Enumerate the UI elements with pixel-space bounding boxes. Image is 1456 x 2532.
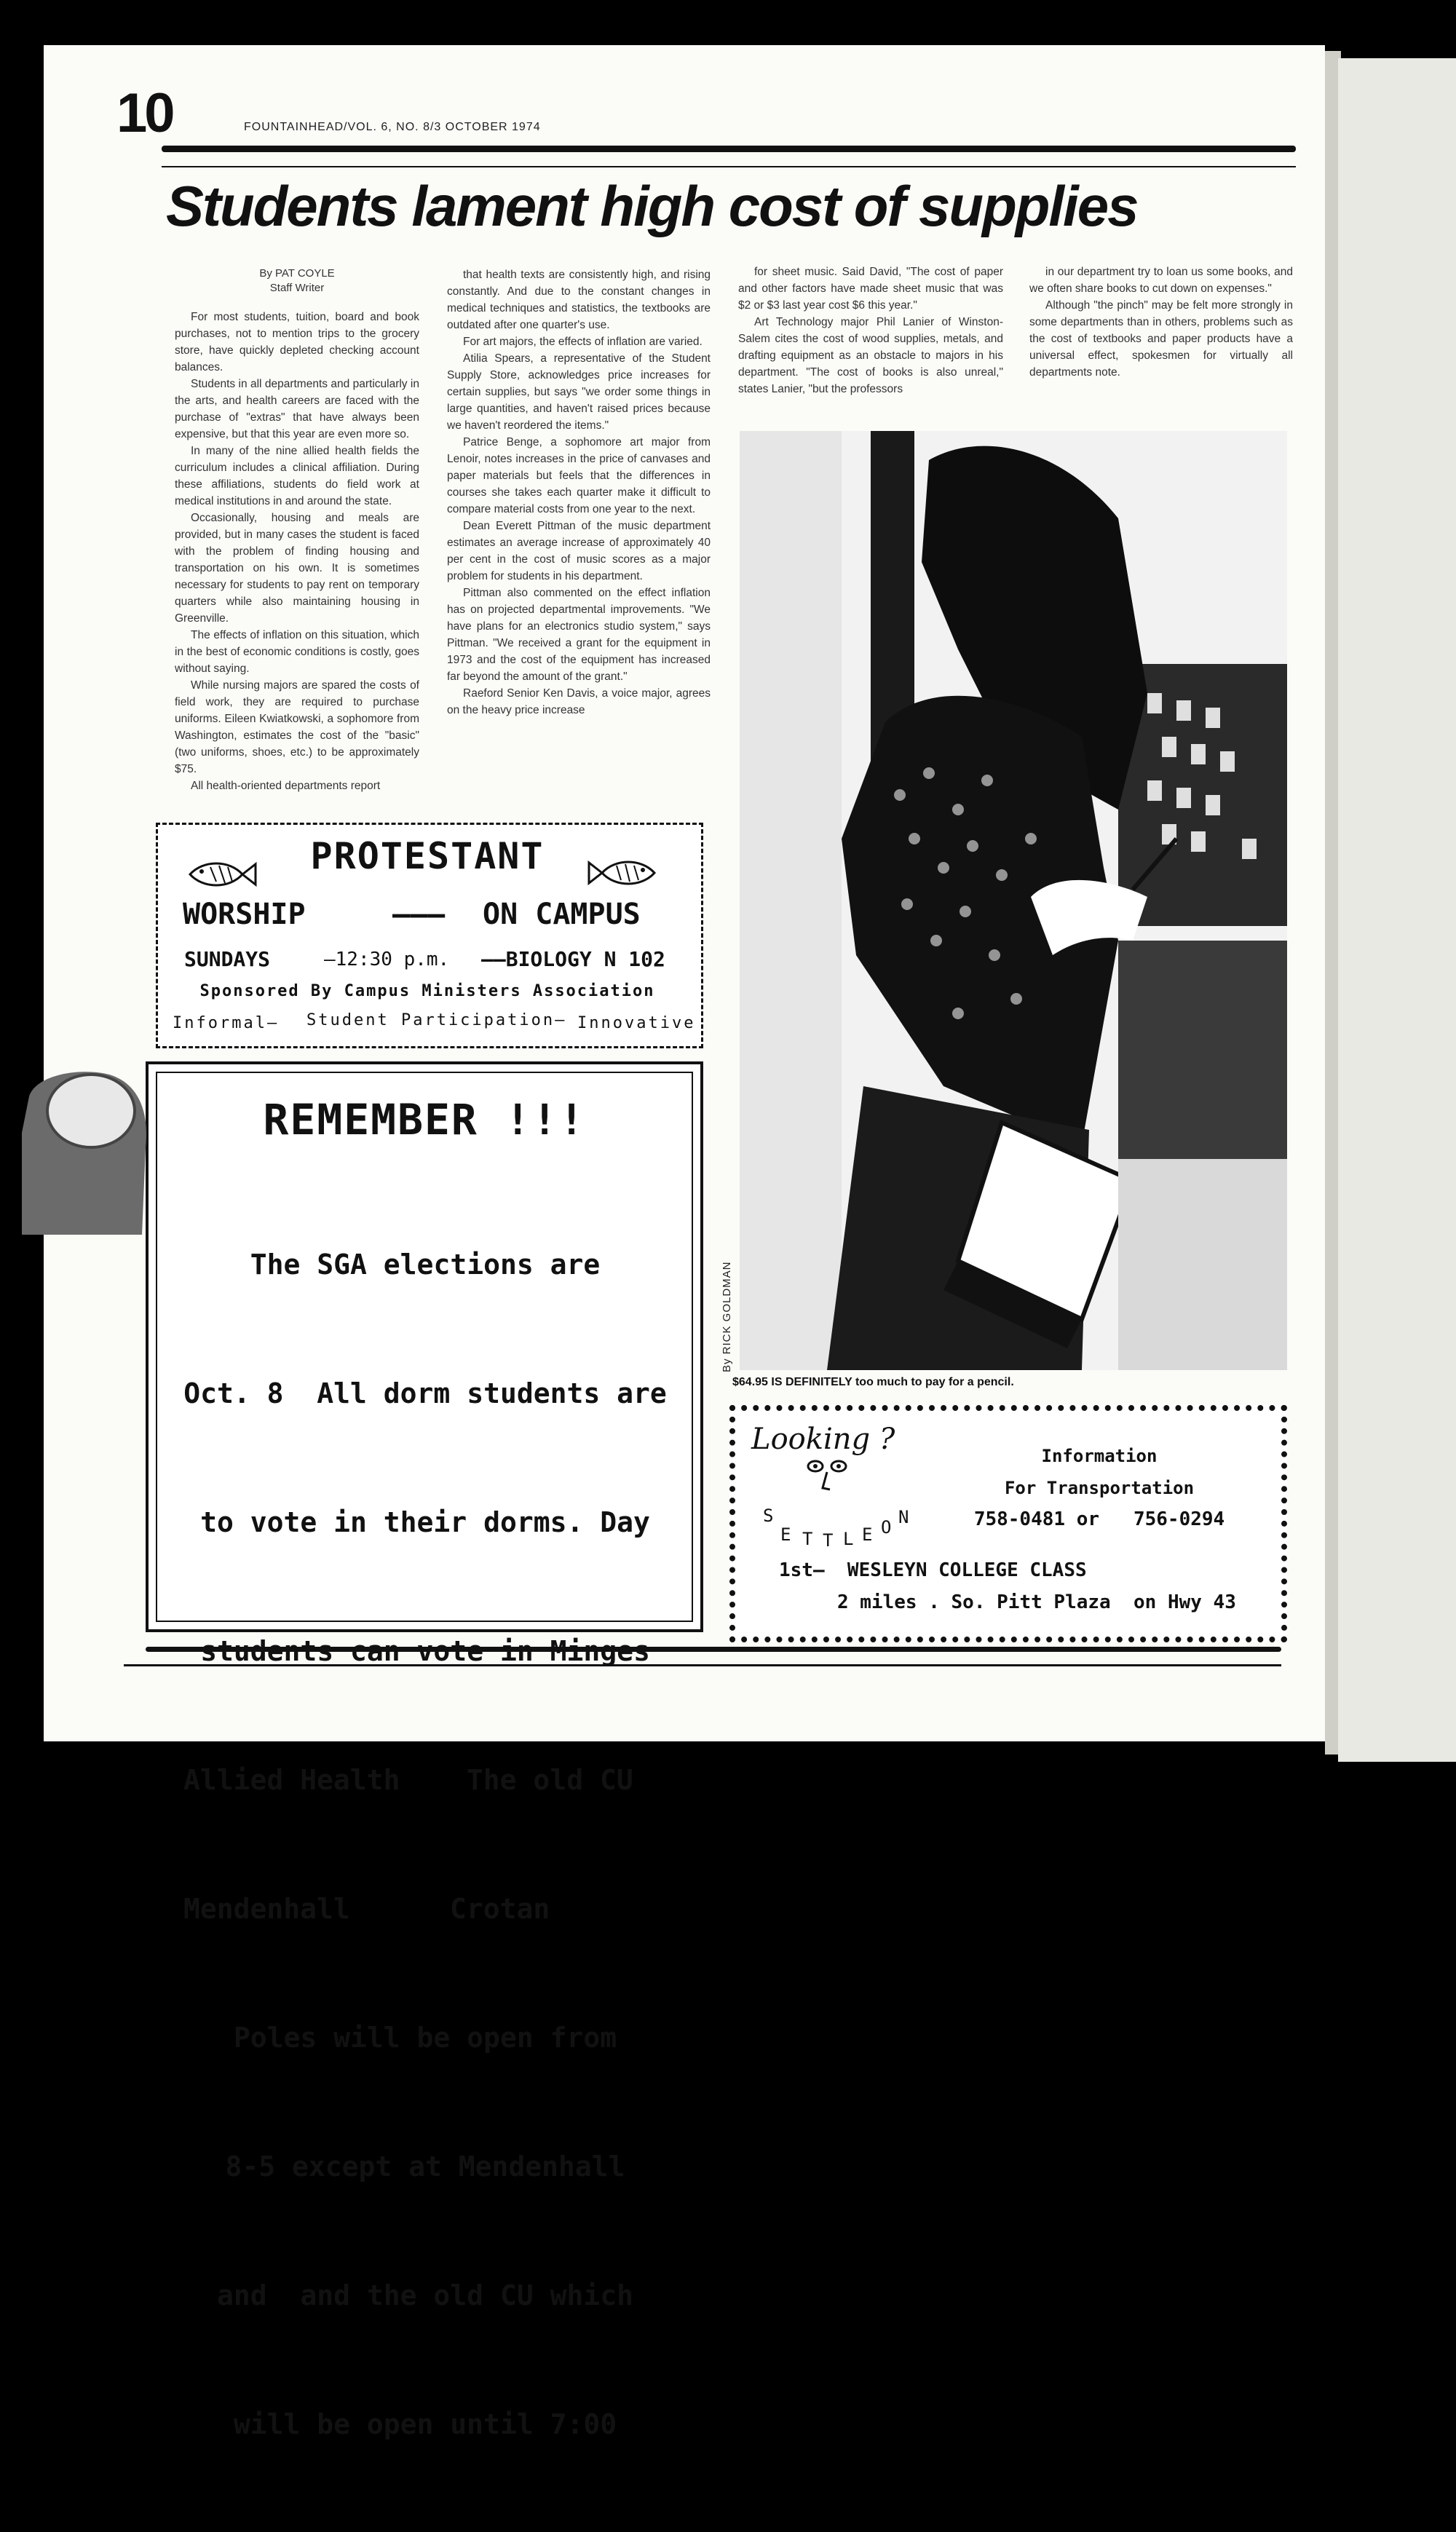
page-number: 10 [116, 82, 173, 144]
article-column-4 [1029, 264, 1293, 381]
remember-line: The SGA elections are [250, 1249, 601, 1281]
paragraph: Art Technology major Phil Lanier of Winston-Salem cites the cost of wood supplies, metals, and drafting equipment as an obstacle to majors in his department. "The cost of books is also unreal," states Lanier, "but the professors [738, 316, 1003, 395]
location-line: 2 miles . So. Pitt Plaza on Hwy 43 [837, 1591, 1236, 1613]
face-icon [801, 1456, 859, 1500]
remember-body [178, 1158, 673, 2532]
info-line-1: Information [1041, 1446, 1158, 1466]
remember-line: Mendenhall Crotan [183, 1893, 550, 1925]
paragraph: Students in all departments and particularly in the arts, and health careers are faced with the purchase of "extras" that have always been expensive, but that this year are even more so. [175, 378, 419, 440]
remember-line: 8-5 except at Mendenhall [225, 2151, 625, 2183]
paragraph: Occasionally, housing and meals are provided, but in many cases the student is faced with the problem of finding housing and transportation on his own. It is sometimes necessary for students to pay rent on temporary quarters while also maintaining housing in Greenville. [175, 512, 419, 625]
byline-role: Staff Writer [269, 282, 325, 294]
headline: Students lament high cost of supplies [166, 174, 1138, 238]
service-location: ——BIOLOGY N 102 [481, 947, 665, 971]
sundays-label: SUNDAYS [184, 947, 271, 971]
service-time: —12:30 p.m. [324, 949, 450, 970]
remember-line: Oct. 8 All dorm students are [183, 1377, 667, 1409]
remember-line: and and the old CU which [217, 2279, 633, 2311]
on-campus-label: ON CAMPUS [483, 898, 641, 931]
remember-line: Allied Health The old CU [183, 1764, 633, 1796]
article-column-2 [447, 266, 711, 719]
photo-caption: $64.95 IS DEFINITELY too much to pay for a pencil. [732, 1376, 1014, 1388]
settle-letter: S [763, 1506, 774, 1526]
photo-credit: By RICK GOLDMAN [721, 1261, 733, 1372]
top-rule-thick [162, 146, 1296, 152]
paragraph: Pittman also commented on the effect inflation has on projected departmental improvements. "We have plans for an electronics studio system," says Pittman. "We received a grant for the equipment in 1973 and the cost of the equipment has increased far beyond the amount of the grant." [447, 587, 711, 683]
paragraph: In many of the nine allied health fields the curriculum includes a clinical affiliation. During these affiliations, students do field work at medical institutions in and around the state. [175, 445, 419, 507]
protestant-worship-ad [156, 823, 703, 1048]
paragraph: For most students, tuition, board and book purchases, not to mention trips to the grocery store, have quickly depleted checking account balances. [175, 311, 419, 373]
phone-numbers: 758-0481 or 756-0294 [973, 1508, 1225, 1530]
paragraph: that health texts are consistently high, and rising constantly. And due to the constant changes in medical techniques and statistics, the textbooks are outdated after one quarter's use. [447, 269, 711, 331]
sponsor-line: Sponsored By Campus Ministers Association [199, 982, 655, 1000]
settleon-transportation-ad [729, 1405, 1287, 1642]
byline: By PAT COYLE [259, 267, 335, 280]
tag-informal: Informal— [173, 1014, 280, 1032]
paragraph: For art majors, the effects of inflation are varied. [463, 336, 703, 348]
tag-student-participation: Student Participation— [306, 1011, 567, 1029]
article-column-1 [175, 266, 419, 794]
paragraph: Raeford Senior Ken Davis, a voice major, agrees on the heavy price increase [447, 687, 711, 716]
worship-dashes: ——— [392, 898, 446, 931]
looking-text: Looking ? [751, 1423, 895, 1456]
paragraph: Although "the pinch" may be felt more strongly in some departments than in others, problems such as the cost of textbooks and paper products have a universal effect, spokesmen for virtually all departments note. [1029, 299, 1293, 379]
worship-label: WORSHIP [183, 898, 306, 931]
student-photo [740, 431, 1287, 1370]
photo-illustration [740, 431, 1287, 1370]
remember-line: Poles will be open from [233, 2022, 617, 2054]
sga-election-ad [146, 1061, 703, 2440]
paragraph: Atilia Spears, a representative of the Student Supply Store, acknowledges price increases for certain supplies, but says "we order some things in large quantities, and haven't raised prices because we haven't reordered the items." [447, 352, 711, 432]
remember-title: REMEMBER !!! [263, 1095, 586, 1144]
remember-line: to vote in their dorms. Day [200, 1506, 650, 1538]
paragraph: in our department try to loan us some books, and we often share books to cut down on expenses." [1029, 266, 1293, 295]
bottom-rule-thick [146, 1647, 1281, 1652]
folio-line: FOUNTAINHEAD/VOL. 6, NO. 8/3 OCTOBER 1974 [244, 121, 541, 133]
info-line-2: For Transportation [1004, 1478, 1195, 1498]
college-class-line: 1st— WESLEYN COLLEGE CLASS [779, 1559, 1087, 1581]
paragraph: for sheet music. Said David, "The cost of paper and other factors have made sheet music that was $2 or $3 last year cost $6 this year." [738, 266, 1003, 312]
settle-letter: E [862, 1524, 873, 1545]
paragraph: While nursing majors are spared the costs of field work, they are required to purchase uniforms. Eileen Kwiatkowski, a sophomore from Washington, estimates the cost of the "basic" (two uniforms, shoes, etc.) to be approximately $75. [175, 679, 419, 775]
settle-letter: O [881, 1517, 892, 1538]
paragraph: All health-oriented departments report [191, 780, 381, 792]
bottom-rule-thin [124, 1664, 1281, 1666]
settle-letter: T [823, 1530, 834, 1551]
remember-line: will be open until 7:00 [233, 2408, 617, 2440]
paragraph: Patrice Benge, a sophomore art major from Lenoir, notes increases in the price of canvases and paper materials but feels that the differences in courses she takes each quarter make it difficult to compare material costs from one year to the next. [447, 436, 711, 515]
settle-letter: N [898, 1507, 909, 1527]
top-rule-thin [162, 166, 1296, 167]
settle-letter: L [843, 1529, 854, 1549]
paragraph: The effects of inflation on this situation, which in the best of economic conditions is costly, goes without saying. [175, 629, 419, 675]
settle-letter: T [802, 1529, 813, 1549]
article-column-3 [738, 264, 1003, 397]
protestant-title: PROTESTANT [310, 835, 545, 877]
paragraph: Dean Everett Pittman of the music department estimates an average increase of approximately 40 per cent in the cost of music scores as a major problem for students in his department. [447, 520, 711, 582]
settle-letter: E [780, 1524, 791, 1545]
tag-innovative: Innovative [577, 1014, 696, 1032]
facing-page [1338, 58, 1456, 1762]
thumb-silhouette [22, 1067, 149, 1235]
